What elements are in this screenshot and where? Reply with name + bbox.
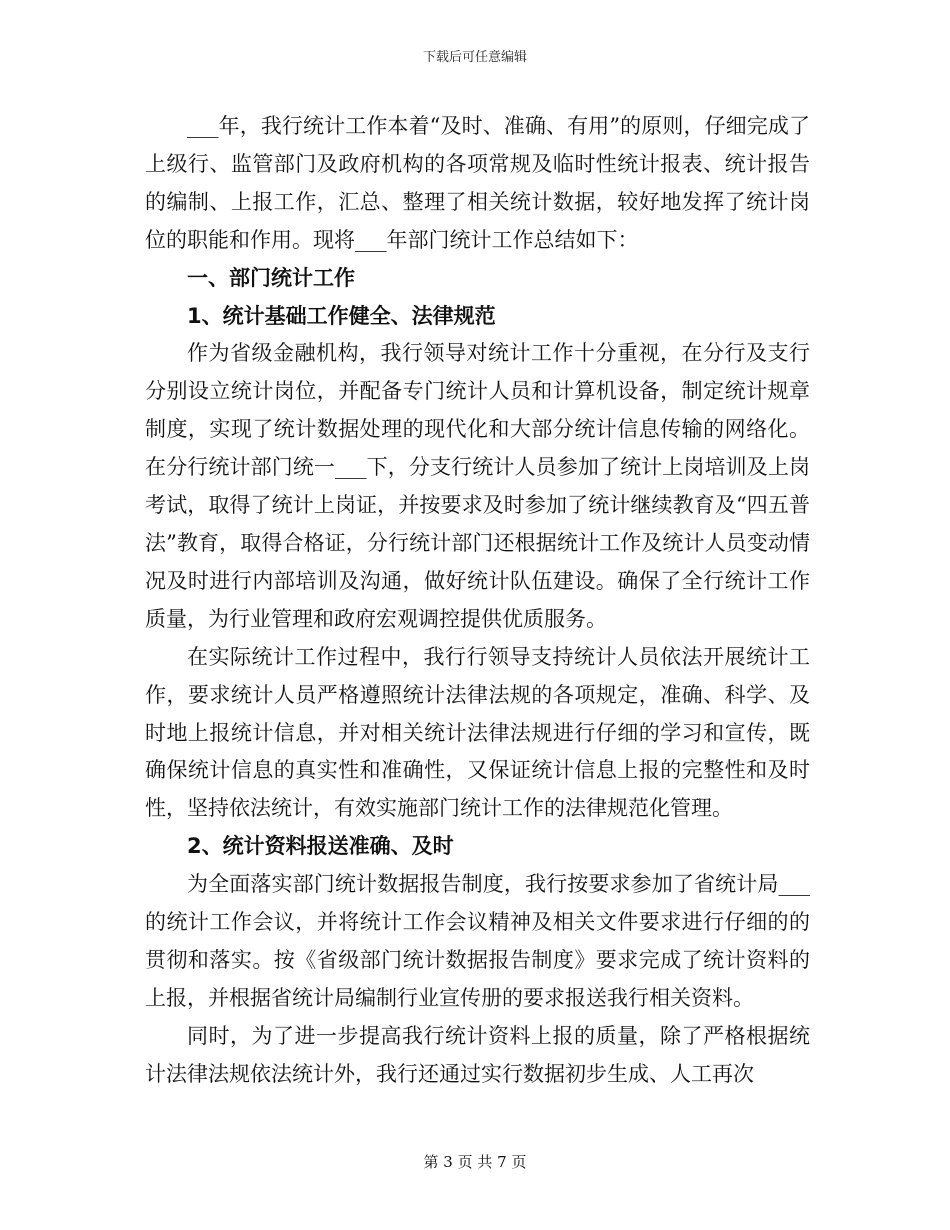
intro-paragraph: ___年，我行统计工作本着“及时、准确、有用”的原则，仔细完成了上级行、监管部门及政府机构的各项常规及临时性统计报表、统计报告的编制、上报工作，汇总、整理了相关统计数据，较好地发挥了统计岗位的职能和作用。现将___年部门统计工作总结如下： — [145, 114, 810, 252]
subsection-heading-2: 2、统计资料报送准确、及时 — [187, 834, 454, 859]
body-paragraph: 同时，为了进一步提高我行统计资料上报的质量，除了严格根据统计法律法规依法统计外，我行还通过实行数据初步生成、人工再次 — [145, 1023, 810, 1086]
page-header: 下载后可任意编辑 — [422, 50, 527, 65]
body-paragraph: 为全面落实部门统计数据报告制度，我行按要求参加了省统计局___的统计工作会议，并将统计工作会议精神及相关文件要求进行仔细的的贯彻和落实。按《省级部门统计数据报告制度》要求完成了统计资料的上报，并根据省统计局编制行业宣传册的要求报送我行相关资料。 — [145, 872, 810, 1010]
body-paragraph: 作为省级金融机构，我行领导对统计工作十分重视，在分行及支行分别设立统计岗位，并配备专门统计人员和计算机设备，制定统计规章制度，实现了统计数据处理的现代化和大部分统计信息传输的网络化。在分行统计部门统一___下，分支行统计人员参加了统计上岗培训及上岗考试，取得了统计上岗证，并按要求及时参加了统计继续教育及“四五普法”教育，取得合格证，分行统计部门还根据统计工作及统计人员变动情况及时进行内部培训及沟通，做好统计队伍建设。确保了全行统计工作质量，为行业管理和政府宏观调控提供优质服务。 — [145, 341, 810, 631]
subsection-heading-1: 1、统计基础工作健全、法律规范 — [187, 303, 496, 328]
document-body — [145, 108, 810, 1094]
page-footer: 第 3 页 共 7 页 — [423, 1153, 527, 1171]
body-paragraph: 在实际统计工作过程中，我行行领导支持统计人员依法开展统计工作，要求统计人员严格遵照统计法律法规的各项规定，准确、科学、及时地上报统计信息，并对相关统计法律法规进行仔细的学习和宣传，既确保统计信息的真实性和准确性，又保证统计信息上报的完整性和及时性，坚持依法统计，有效实施部门统计工作的法律规范化管理。 — [145, 644, 810, 821]
section-heading: 一、部门统计工作 — [187, 265, 355, 290]
